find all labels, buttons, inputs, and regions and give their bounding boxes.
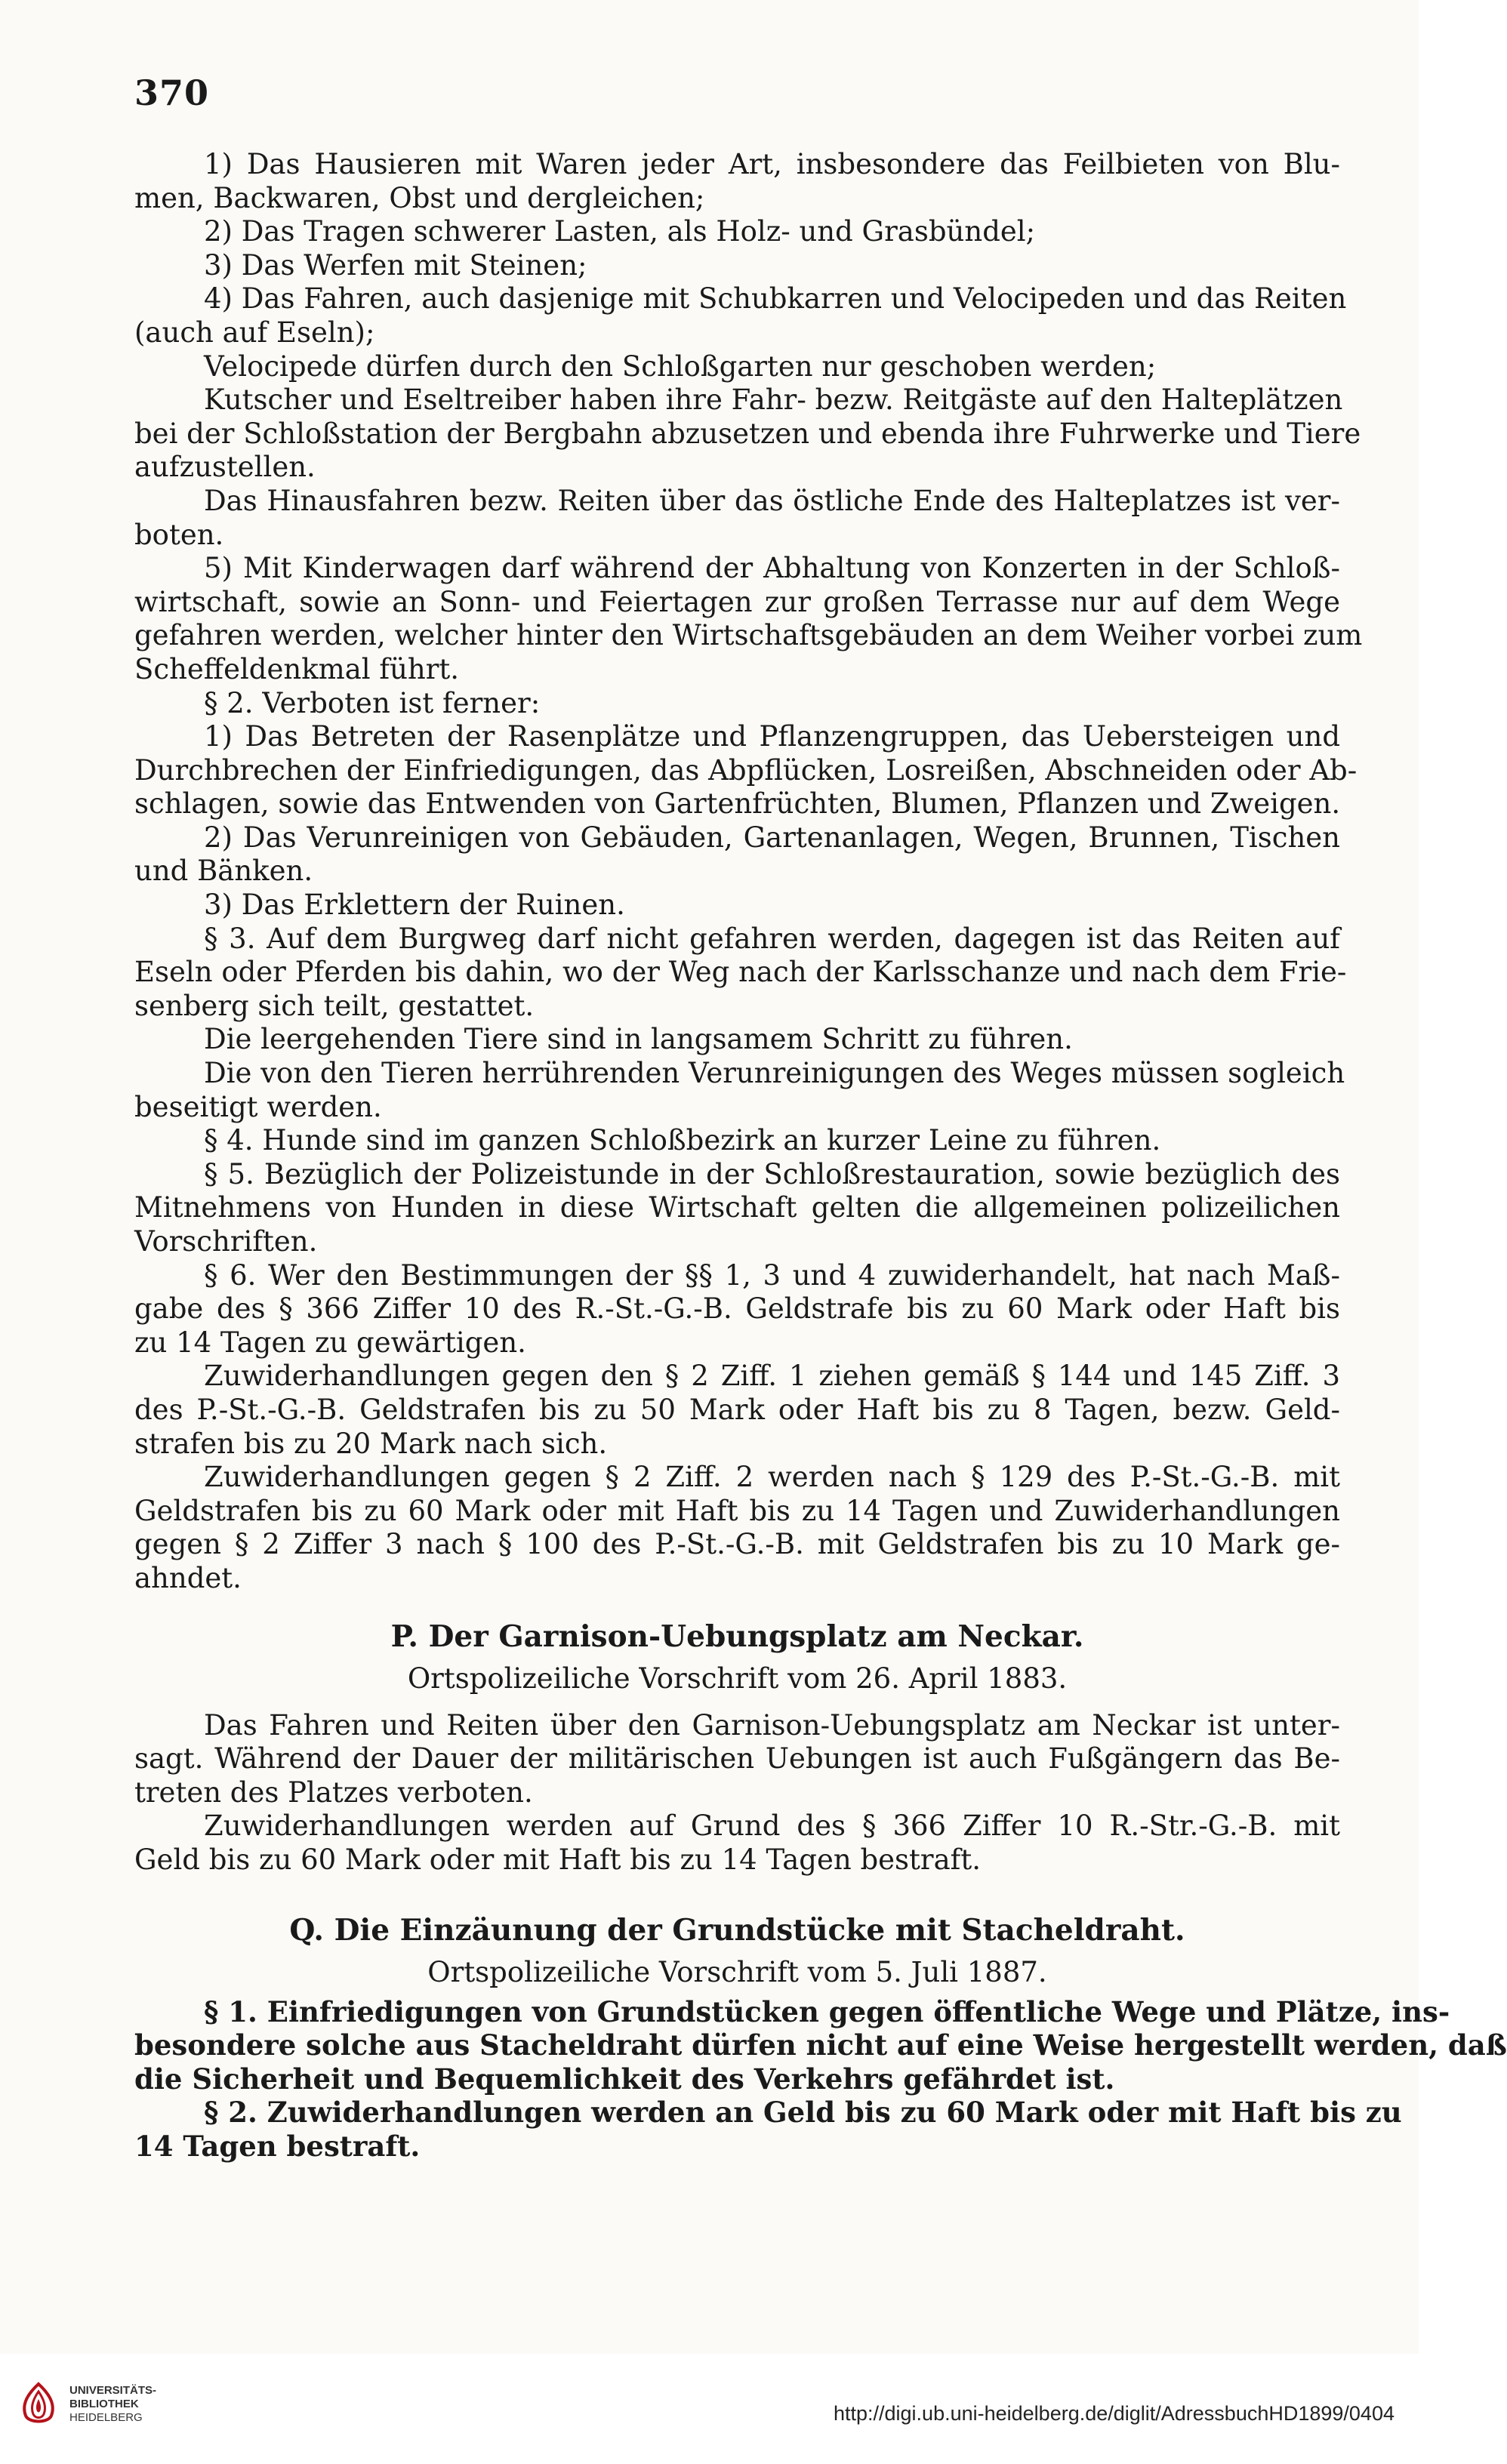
text-line: Kutscher und Eseltreiber haben ihre Fahr- bezw. Reitgäste auf den Halteplätzen	[204, 383, 1343, 417]
text-line: schlagen, sowie das Entwenden von Gartenfrüchten, Blumen, Pflanzen und Zweigen.	[134, 787, 1341, 821]
text-line: gefahren werden, welcher hinter den Wirtschaftsgebäuden an dem Weiher vorbei zum	[134, 619, 1363, 652]
text-line: Zuwiderhandlungen gegen § 2 Ziff. 2 werden nach § 129 des P.-St.-G.-B. mit	[204, 1461, 1340, 1494]
text-line: besondere solche aus Stacheldraht dürfen nicht auf eine Weise hergestellt werden, daß	[134, 2028, 1507, 2062]
text-line: sagt. Während der Dauer der militärischen Uebungen ist auch Fußgängern das Be-	[134, 1742, 1340, 1776]
text-line: Zuwiderhandlungen gegen den § 2 Ziff. 1 ziehen gemäß § 144 und 145 Ziff. 3	[204, 1360, 1340, 1393]
text-line: beseitigt werden.	[134, 1090, 382, 1123]
text-line: Durchbrechen der Einfriedigungen, das Abpflücken, Losreißen, Abschneiden oder Ab-	[134, 753, 1358, 787]
text-line: 2) Das Tragen schwerer Lasten, als Holz- und Grasbündel;	[204, 215, 1036, 248]
library-name-line: UNIVERSITÄTS-	[69, 2384, 157, 2397]
text-block	[134, 148, 1507, 2163]
text-line: Vorschriften.	[134, 1225, 318, 1258]
spacer	[134, 1596, 1340, 1614]
text-line: § 3. Auf dem Burgweg darf nicht gefahren werden, dagegen ist das Reiten auf	[204, 922, 1340, 955]
text-line: wirtschaft, sowie an Sonn- und Feiertagen zur großen Terrasse nur auf dem Wege	[134, 585, 1340, 618]
text-line: 2) Das Verunreinigen von Gebäuden, Gartenanlagen, Wegen, Brunnen, Tischen	[204, 821, 1340, 854]
text-line: Geld bis zu 60 Mark oder mit Haft bis zu 14 Tagen bestraft.	[134, 1843, 981, 1876]
text-line: Scheffeldenkmal führt.	[134, 652, 460, 685]
section-q-subheading: Ortspolizeiliche Vorschrift vom 5. Juli 1887.	[427, 1955, 1047, 1988]
text-line: Geldstrafen bis zu 60 Mark oder mit Haft bis zu 14 Tagen und Zuwiderhandlungen	[134, 1494, 1340, 1527]
text-line: und Bänken.	[134, 855, 313, 888]
text-line: die Sicherheit und Bequemlichkeit des Verkehrs gefährdet ist.	[134, 2062, 1115, 2096]
text-line: strafen bis zu 20 Mark nach sich.	[134, 1427, 608, 1460]
library-name	[69, 2384, 156, 2425]
text-line: ahndet.	[134, 1561, 242, 1594]
section-q-heading: Q. Die Einzäunung der Grundstücke mit Stacheldraht.	[289, 1912, 1185, 1948]
text-line: § 2. Zuwiderhandlungen werden an Geld bis zu 60 Mark oder mit Haft bis zu	[204, 2096, 1402, 2130]
text-line: Zuwiderhandlungen werden auf Grund des § 366 Ziffer 10 R.-Str.-G.-B. mit	[204, 1810, 1340, 1843]
text-line: 4) Das Fahren, auch dasjenige mit Schubkarren und Velocipeden und das Reiten	[204, 282, 1347, 316]
text-line: 3) Das Werfen mit Steinen;	[204, 248, 587, 282]
text-line: 1) Das Betreten der Rasenplätze und Pflanzengruppen, das Uebersteigen und	[204, 720, 1340, 753]
text-line: Das Hinausfahren bezw. Reiten über das östliche Ende des Halteplatzes ist ver-	[204, 484, 1340, 517]
text-line: Die von den Tieren herrührenden Verunreinigungen des Weges müssen sogleich	[204, 1057, 1345, 1090]
text-line: men, Backwaren, Obst und dergleichen;	[134, 181, 705, 214]
text-line: aufzustellen.	[134, 451, 316, 484]
text-line: 1) Das Hausieren mit Waren jeder Art, insbesondere das Feilbieten von Blu-	[204, 148, 1340, 180]
text-line: (auch auf Eseln);	[134, 316, 375, 349]
text-line: gegen § 2 Ziffer 3 nach § 100 des P.-St.-G.-B. mit Geldstrafen bis zu 10 Mark ge-	[134, 1528, 1340, 1561]
text-line: gabe des § 366 Ziffer 10 des R.-St.-G.-B. Geldstrafe bis zu 60 Mark oder Haft bis	[134, 1292, 1340, 1326]
text-line: 5) Mit Kinderwagen darf während der Abhaltung von Konzerten in der Schloß-	[204, 552, 1340, 585]
text-line: 3) Das Erklettern der Ruinen.	[204, 889, 625, 922]
section-p-heading: P. Der Garnison-Uebungsplatz am Neckar.	[390, 1619, 1084, 1654]
text-line: § 1. Einfriedigungen von Grundstücken gegen öffentliche Wege und Plätze, ins-	[204, 1994, 1450, 2028]
text-line: § 2. Verboten ist ferner:	[204, 686, 541, 719]
text-line: Mitnehmens von Hunden in diese Wirtschaft gelten die allgemeinen polizeilichen	[134, 1191, 1340, 1224]
text-line: senberg sich teilt, gestattet.	[134, 989, 535, 1022]
text-line: des P.-St.-G.-B. Geldstrafen bis zu 50 Mark oder Haft bis zu 8 Tagen, bezw. Geld-	[134, 1393, 1340, 1426]
spacer	[134, 1877, 1340, 1908]
section-p-subheading: Ortspolizeiliche Vorschrift vom 26. April 1883.	[407, 1662, 1068, 1695]
text-line: zu 14 Tagen zu gewärtigen.	[134, 1326, 526, 1359]
heidelberg-library-logo-icon	[15, 2381, 62, 2428]
library-name-line: HEIDELBERG	[69, 2411, 143, 2424]
text-line: bei der Schloßstation der Bergbahn abzusetzen und ebenda ihre Fuhrwerke und Tiere	[134, 417, 1361, 450]
section-p-body	[134, 1709, 1340, 1877]
text-line: § 4. Hunde sind im ganzen Schloßbezirk an kurzer Leine zu führen.	[204, 1124, 1161, 1157]
text-line: Eseln oder Pferden bis dahin, wo der Weg nach der Karlsschanze und nach dem Frie-	[134, 956, 1347, 989]
text-line: 14 Tagen bestraft.	[134, 2129, 421, 2163]
library-name-line: BIBLIOTHEK	[69, 2398, 139, 2410]
section-q-body	[134, 1994, 1507, 2164]
text-line: § 6. Wer den Bestimmungen der §§ 1, 3 und 4 zuwiderhandelt, hat nach Maß-	[204, 1258, 1340, 1292]
page-number: 370	[134, 72, 210, 113]
text-line: Velocipede dürfen durch den Schloßgarten nur geschoben werden;	[204, 350, 1157, 383]
spacer	[134, 1702, 1340, 1709]
regulation-body	[134, 148, 1363, 1596]
text-line: boten.	[134, 518, 224, 551]
source-url-link[interactable]: http://digi.ub.uni-heidelberg.de/diglit/AdressbuchHD1899/0404	[833, 2402, 1395, 2425]
text-line: Das Fahren und Reiten über den Garnison-Uebungsplatz am Neckar ist unter-	[204, 1708, 1340, 1742]
viewer-footer	[0, 2354, 1419, 2464]
text-line: Die leergehenden Tiere sind in langsamem Schritt zu führen.	[204, 1023, 1073, 1056]
text-line: treten des Platzes verboten.	[134, 1776, 533, 1809]
text-line: § 5. Bezüglich der Polizeistunde in der Schloßrestauration, sowie bezüglich des	[204, 1157, 1340, 1190]
